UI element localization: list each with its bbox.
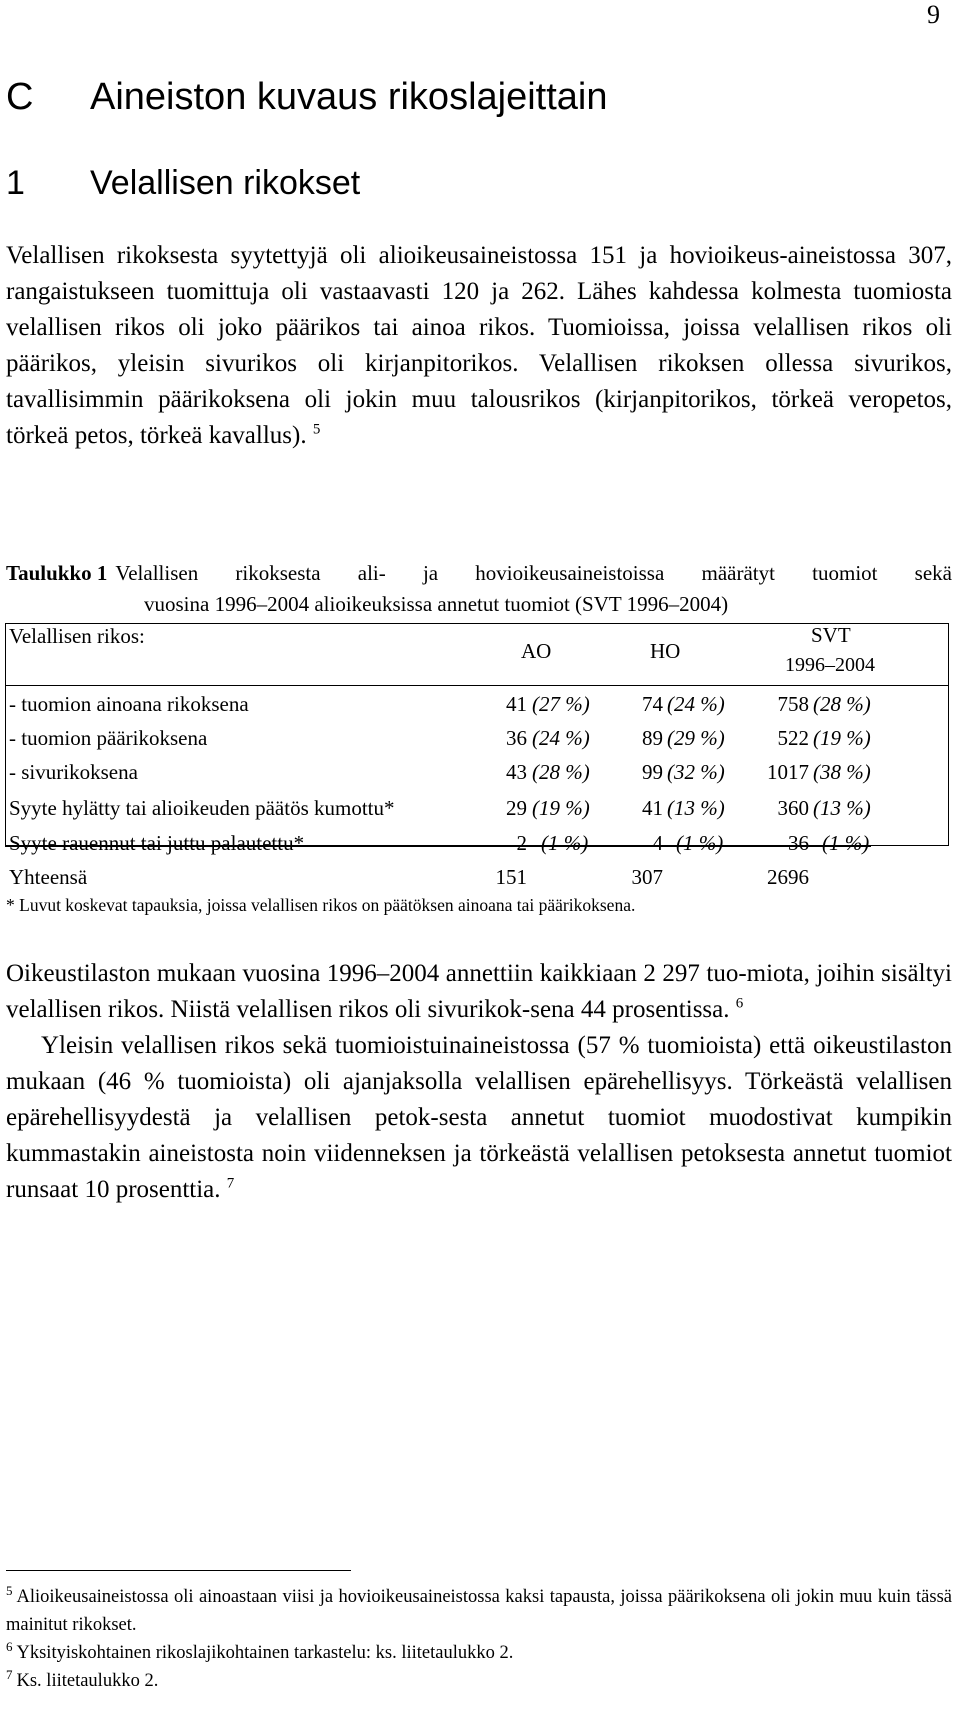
table-total-svt: 2696 — [767, 865, 809, 889]
subsection-heading — [6, 164, 360, 203]
table-cell-svt-pct: (13 %) — [813, 796, 871, 820]
paragraph-1 — [6, 238, 952, 454]
footnote-5 — [6, 1583, 952, 1639]
table-row-label: Syyte rauennut tai juttu palautettu* — [9, 831, 305, 855]
section-number: C — [6, 76, 34, 118]
table-cell-ao-pct: (27 %) — [532, 692, 590, 716]
table-caption-text-line1: Velallisen rikoksesta ali- ja hovioikeusaineistoissa määrätyt tuomiot sekä — [115, 561, 952, 585]
table-cell-ho: 4 — [652, 831, 663, 855]
paragraph-2 — [6, 956, 952, 1028]
table-cell-svt: 1017 — [767, 760, 809, 784]
table-cell-ao-pct: (1 %) — [541, 831, 589, 855]
footnote-number: 6 — [6, 1638, 13, 1654]
table-cell-svt: 360 — [777, 796, 809, 820]
paragraph-3-text: Yleisin velallisen rikos sekä tuomioistuinaineistossa (57 % tuomioista) että oikeustilaston mukaan (46 % tuomioista) oli ajanjaksolla velallisen epärehellisyys. Törkeästä velallisen epärehellisyydestä ja velallisen petok-sesta annetut tuomiot muodostivat kumpikin kummastakin aineistosta noin viidenneksen ja törkeästä velallisen petoksesta annetut tuomiot runsaat 10 prosenttia. — [6, 1032, 952, 1203]
table-cell-ao: 43 — [506, 760, 527, 784]
section-title: Aineiston kuvaus rikoslajeittain — [90, 76, 608, 118]
table-cell-ao-pct: (24 %) — [532, 726, 590, 750]
table-cell-svt: 36 — [788, 831, 809, 855]
table-cell-svt-pct: (1 %) — [822, 831, 870, 855]
table-cell-svt: 758 — [777, 692, 809, 716]
column-header-svt-years: 1996–2004 — [785, 654, 875, 676]
table-cell-svt: 522 — [777, 726, 809, 750]
paragraph-3 — [6, 1028, 952, 1208]
paragraph-1-text: Velallisen rikoksesta syytettyjä oli alioikeusaineistossa 151 ja hovioikeus-aineistossa 307, rangaistukseen tuomittuja oli vastaavasti 120 ja 262. Lähes kahdessa kolmesta tuomiosta velallisen rikos oli joko päärikos tai ainoa rikos. Tuomioissa, joissa velallisen rikos oli päärikos, yleisin sivurikos oli kirjanpitorikos. Velallisen rikoksen ollessa sivurikos, tavallisimmin päärikoksena oli jokin muu talousrikos (kirjanpitorikos, törkeä veropetos, törkeä petos, törkeä kavallus). — [6, 242, 952, 449]
table-row-label: - sivurikoksena — [9, 760, 138, 784]
table-cell-ho: 41 — [642, 796, 663, 820]
table-cell-svt-pct: (38 %) — [813, 760, 871, 784]
table-cell-ho: 74 — [642, 692, 663, 716]
table-cell-ho: 99 — [642, 760, 663, 784]
table-cell-ao: 36 — [506, 726, 527, 750]
footnote-ref-7: 7 — [226, 1175, 235, 1192]
table-total-label: Yhteensä — [9, 865, 88, 889]
table-caption-label: Taulukko 1 — [6, 561, 108, 585]
table-cell-ho-pct: (24 %) — [667, 692, 725, 716]
table-note: * Luvut koskevat tapauksia, joissa velallisen rikos on päätöksen ainoana tai päärikoksena. — [6, 895, 636, 915]
table-header-divider — [5, 685, 949, 686]
footnote-text: Alioikeusaineistossa oli ainoastaan viisi ja hovioikeusaineistossa kaksi tapausta, joissa päärikoksena oli jokin muu kuin tässä mainitut rikokset. — [6, 1587, 952, 1635]
table-row-label: - tuomion ainoana rikoksena — [9, 692, 249, 716]
column-header-svt: SVT — [811, 623, 851, 647]
table-total-ao: 151 — [495, 865, 527, 889]
table-total-ho: 307 — [631, 865, 663, 889]
subsection-number: 1 — [6, 164, 25, 202]
table-caption-text-line2: vuosina 1996–2004 alioikeuksissa annetut tuomiot (SVT 1996–2004) — [144, 592, 729, 616]
table-row-label: Syyte hylätty tai alioikeuden päätös kumottu* — [9, 796, 395, 820]
page-number: 9 — [927, 0, 940, 29]
table-caption — [6, 558, 952, 620]
table-cell-ao-pct: (28 %) — [532, 760, 590, 784]
table-cell-svt-pct: (28 %) — [813, 692, 871, 716]
table-cell-ao: 2 — [516, 831, 527, 855]
table-cell-ao: 29 — [506, 796, 527, 820]
footnote-text: Ks. liitetaulukko 2. — [16, 1671, 159, 1691]
table-cell-ho-pct: (32 %) — [667, 760, 725, 784]
footnote-ref-6: 6 — [735, 995, 744, 1012]
footnote-7 — [6, 1667, 952, 1695]
body-text — [6, 956, 952, 1208]
footnote-6 — [6, 1639, 952, 1667]
table-cell-ho-pct: (1 %) — [676, 831, 724, 855]
table-cell-ho-pct: (13 %) — [667, 796, 725, 820]
subsection-title: Velallisen rikokset — [90, 164, 361, 202]
table-cell-ao-pct: (19 %) — [532, 796, 590, 820]
table-row-label: - tuomion päärikoksena — [9, 726, 208, 750]
footnote-number: 5 — [6, 1582, 13, 1598]
table-cell-ho-pct: (29 %) — [667, 726, 725, 750]
table-row-header-label: Velallisen rikos: — [9, 624, 145, 648]
column-header-ho: HO — [650, 639, 681, 663]
paragraph-2-text: Oikeustilaston mukaan vuosina 1996–2004 annettiin kaikkiaan 2 297 tuo-miota, joihin sisältyi velallisen rikos. Niistä velallisen rikos oli sivurikok-sena 44 prosentissa. — [6, 960, 952, 1023]
column-header-ao: AO — [521, 639, 552, 663]
footnote-separator — [6, 1570, 351, 1571]
table-cell-ao: 41 — [506, 692, 527, 716]
table-cell-svt-pct: (19 %) — [813, 726, 871, 750]
footnote-number: 7 — [6, 1666, 13, 1682]
footnotes — [6, 1583, 952, 1695]
footnote-ref-5: 5 — [312, 421, 321, 438]
footnote-text: Yksityiskohtainen rikoslajikohtainen tarkastelu: ks. liitetaulukko 2. — [16, 1643, 514, 1663]
section-heading — [6, 76, 608, 119]
table-cell-ho: 89 — [642, 726, 663, 750]
